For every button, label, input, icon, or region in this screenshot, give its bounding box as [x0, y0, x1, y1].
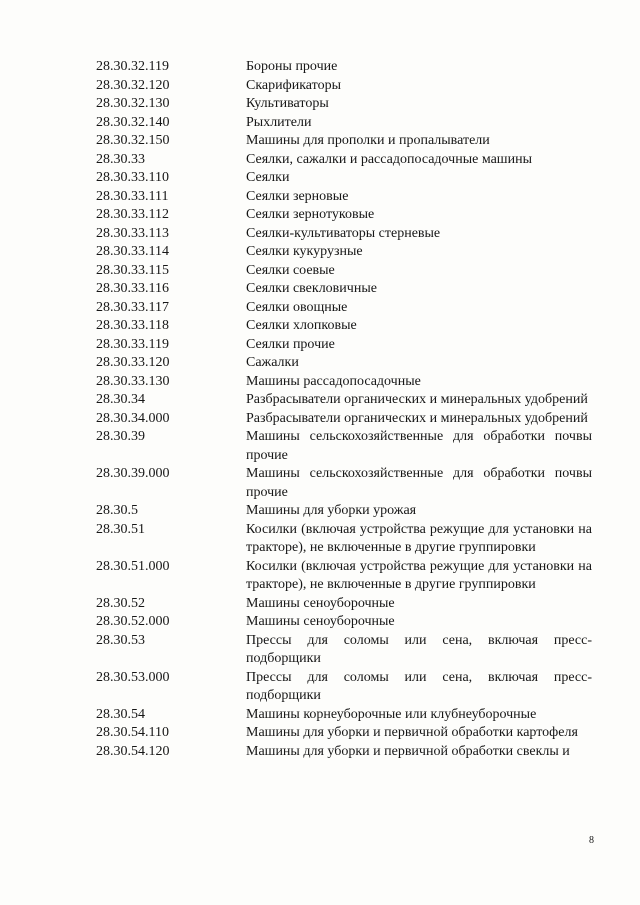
- classification-table: [96, 58, 594, 761]
- row-code: 28.30.33.118: [96, 318, 169, 333]
- row-name: Машины сельскохозяйственные для обработки почвы прочие: [246, 429, 592, 463]
- row-name: Прессы для соломы или сена, включая пресс-подборщики: [246, 632, 592, 666]
- table-row: [96, 114, 594, 133]
- row-code: 28.30.51.000: [96, 558, 170, 574]
- table-row: [96, 262, 594, 281]
- table-row: [96, 502, 594, 521]
- row-name: Машины рассадопосадочные: [246, 373, 421, 389]
- row-code: 28.30.33.119: [96, 336, 169, 352]
- row-name: Сеялки кукурузные: [246, 244, 363, 259]
- table-row: [96, 95, 594, 114]
- table-row: [96, 465, 594, 502]
- row-name: Машины для уборки и первичной обработки картофеля: [246, 725, 578, 740]
- row-code: 28.30.32.120: [96, 77, 170, 93]
- row-code: 28.30.32.130: [96, 96, 170, 111]
- row-name: Сеялки-культиваторы стерневые: [246, 225, 441, 241]
- row-code: 28.30.33.120: [96, 355, 170, 370]
- row-name: Прессы для соломы или сена, включая пресс-подборщики: [246, 669, 592, 703]
- row-name: Машины для уборки урожая: [246, 503, 417, 518]
- row-name: Машины для прополки и пропалыватели: [246, 133, 490, 148]
- row-code: 28.30.39: [96, 429, 145, 444]
- table-row: [96, 724, 594, 743]
- table-row: [96, 206, 594, 225]
- row-name: Машины корнеуборочные или клубнеуборочные: [246, 706, 537, 722]
- row-code: 28.30.54.110: [96, 725, 169, 740]
- table-row: [96, 243, 594, 262]
- table-row: [96, 151, 594, 170]
- row-code: 28.30.33.114: [96, 244, 169, 259]
- row-name: Сеялки хлопковые: [246, 318, 357, 333]
- row-code: 28.30.33.112: [96, 207, 169, 222]
- row-code: 28.30.54.120: [96, 743, 170, 759]
- row-name: Скарификаторы: [246, 77, 341, 93]
- row-code: 28.30.32.140: [96, 114, 170, 130]
- row-code: 28.30.51: [96, 521, 145, 537]
- row-code: 28.30.54: [96, 706, 145, 722]
- row-name: Бороны прочие: [246, 59, 338, 74]
- row-code: 28.30.33.130: [96, 373, 170, 389]
- table-row: [96, 669, 594, 706]
- table-row: [96, 743, 594, 762]
- table-row: [96, 354, 594, 373]
- row-code: 28.30.34: [96, 392, 145, 407]
- table-row: [96, 613, 594, 632]
- table-row: [96, 558, 594, 595]
- row-name: Рыхлители: [246, 114, 312, 130]
- table-row: [96, 188, 594, 207]
- table-row: [96, 280, 594, 299]
- table-row: [96, 299, 594, 318]
- row-code: 28.30.5: [96, 503, 138, 518]
- row-name: Сеялки овощные: [246, 299, 348, 315]
- row-name: Машины сеноуборочные: [246, 595, 395, 611]
- row-name: Сеялки, сажалки и рассадопосадочные машины: [246, 151, 532, 167]
- table-row: [96, 317, 594, 336]
- table-row: [96, 391, 594, 410]
- row-code: 28.30.32.119: [96, 59, 169, 74]
- table-row: [96, 521, 594, 558]
- row-code: 28.30.33.111: [96, 188, 169, 204]
- row-name: Сеялки зернотуковые: [246, 207, 375, 222]
- row-name: Косилки (включая устройства режущие для установки на тракторе), не включенные в другие группировки: [246, 558, 592, 592]
- table-row: [96, 595, 594, 614]
- row-name: Сеялки зерновые: [246, 188, 349, 204]
- row-code: 28.30.32.150: [96, 133, 170, 148]
- row-name: Разбрасыватели органических и минеральных удобрений: [246, 410, 588, 426]
- row-code: 28.30.52: [96, 595, 145, 611]
- row-name: Сеялки соевые: [246, 262, 335, 278]
- row-name: Машины сеноуборочные: [246, 614, 395, 629]
- row-code: 28.30.53.000: [96, 669, 170, 685]
- row-code: 28.30.33.110: [96, 170, 169, 185]
- row-name: Сажалки: [246, 355, 299, 370]
- row-name: Культиваторы: [246, 96, 329, 111]
- table-row: [96, 632, 594, 669]
- row-code: 28.30.33.117: [96, 299, 169, 315]
- row-code: 28.30.52.000: [96, 614, 170, 629]
- row-name: Разбрасыватели органических и минеральных удобрений: [246, 392, 588, 407]
- row-name: Сеялки свекловичные: [246, 281, 377, 296]
- table-row: [96, 428, 594, 465]
- table-row: [96, 373, 594, 392]
- table-row: [96, 77, 594, 96]
- row-code: 28.30.33.113: [96, 225, 169, 241]
- row-name: Машины для уборки и первичной обработки свеклы и: [246, 743, 570, 759]
- row-name: Сеялки: [246, 170, 290, 185]
- page-number: 8: [589, 835, 594, 846]
- row-name: Сеялки прочие: [246, 336, 335, 352]
- row-code: 28.30.53: [96, 632, 145, 648]
- table-row: [96, 410, 594, 429]
- row-name: Машины сельскохозяйственные для обработки почвы прочие: [246, 466, 592, 500]
- row-code: 28.30.39.000: [96, 466, 170, 481]
- table-row: [96, 225, 594, 244]
- row-code: 28.30.33.115: [96, 262, 169, 278]
- table-row: [96, 169, 594, 188]
- row-name: Косилки (включая устройства режущие для установки на тракторе), не включенные в другие группировки: [246, 521, 592, 555]
- table-row: [96, 132, 594, 151]
- row-code: 28.30.33.116: [96, 281, 169, 296]
- row-code: 28.30.33: [96, 151, 145, 167]
- table-row: [96, 336, 594, 355]
- row-code: 28.30.34.000: [96, 410, 170, 426]
- table-row: [96, 706, 594, 725]
- table-row: [96, 58, 594, 77]
